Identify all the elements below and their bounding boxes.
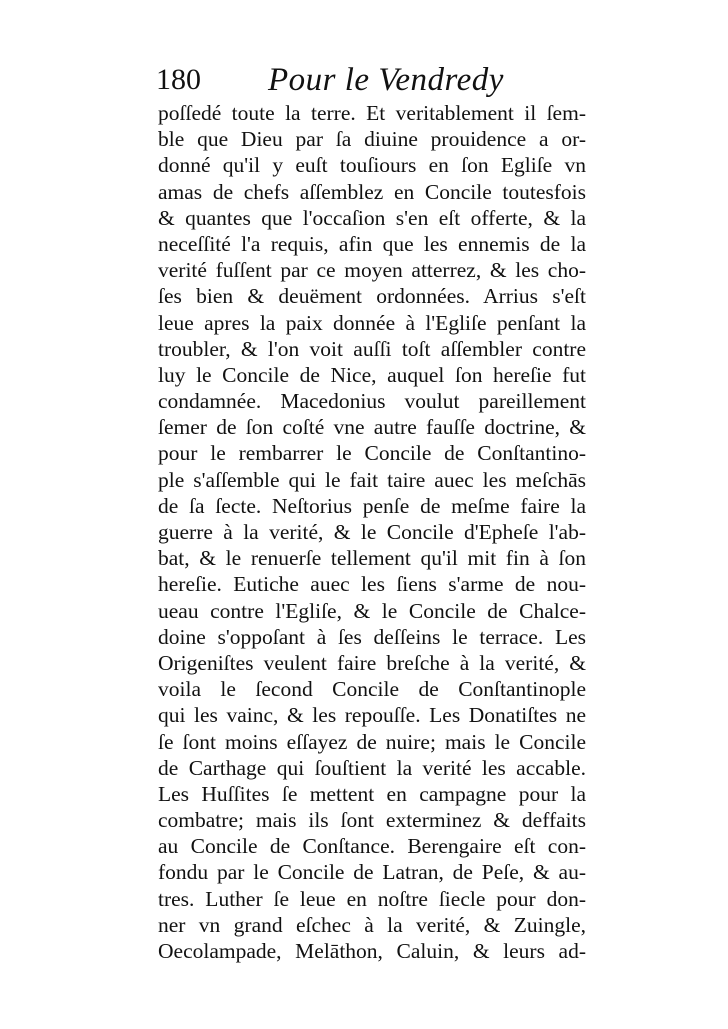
- running-title: Pour le Vendredy: [268, 62, 504, 98]
- text-line: au Concile de Conſtance. Berengaire eſt con-: [158, 834, 586, 859]
- text-line: & quantes que l'occaſion s'en eſt offerte, & la: [158, 205, 586, 230]
- text-line: condamnée. Macedonius voulut pareillement: [158, 389, 586, 414]
- text-line: leue apres la paix donnée à l'Egliſe penſant la: [158, 310, 586, 335]
- text-line: qui les vainc, & les repouſſe. Les Donatiſtes ne: [158, 703, 586, 728]
- text-line: pour le rembarrer le Concile de Conſtantino-: [158, 441, 586, 466]
- text-line: fondu par le Concile de Latran, de Peſe, & au-: [158, 860, 586, 885]
- text-line: doine s'oppoſant à ſes deſſeins le terrace. Les: [158, 624, 586, 649]
- text-line: de ſa ſecte. Neſtorius penſe de meſme faire la: [158, 493, 586, 518]
- text-line: poſſedé toute la terre. Et veritablement il ſem-: [158, 101, 586, 125]
- text-line: combatre; mais ils ſont exterminez & deffaits: [158, 808, 586, 833]
- text-line: ſe ſont moins eſſayez de nuire; mais le Concile: [158, 729, 586, 754]
- text-line: hereſie. Eutiche auec les ſiens s'arme de nou-: [158, 572, 586, 597]
- text-line: tres. Luther ſe leue en noſtre ſiecle pour don-: [158, 886, 586, 911]
- text-line: ſes bien & deuëment ordonnées. Arrius s'eſt: [158, 284, 586, 309]
- text-line: ple s'aſſemble qui le fait taire auec les meſchās: [158, 467, 586, 492]
- text-line: donné qu'il y euſt touſiours en ſon Egliſe vn: [158, 153, 586, 178]
- text-line: Oecolampade, Melāthon, Caluin, & leurs ad-: [158, 939, 586, 963]
- text-line: guerre à la verité, & le Concile d'Epheſe l'ab-: [158, 520, 586, 544]
- text-line: troubler, & l'on voit auſſi toſt aſſembler contre: [158, 336, 586, 361]
- text-line: luy le Concile de Nice, auquel ſon hereſie fut: [158, 362, 586, 387]
- text-line: ner vn grand eſchec à la verité, & Zuingle,: [158, 912, 586, 937]
- text-line: ble que Dieu par ſa diuine prouidence a or-: [158, 127, 586, 152]
- text-line: Origeniſtes veulent faire breſche à la verité, &: [158, 650, 586, 675]
- text-line: verité fuſſent par ce moyen atterrez, & les cho-: [158, 258, 586, 283]
- text-line: ueau contre l'Egliſe, & le Concile de Chalce-: [158, 598, 586, 623]
- page-number: 180: [156, 63, 201, 96]
- text-line: bat, & le renuerſe tellement qu'il mit fin à ſon: [158, 546, 586, 571]
- text-line: ſemer de ſon coſté vne autre fauſſe doctrine, &: [158, 415, 586, 440]
- text-line: amas de chefs aſſemblez en Concile toutesfois: [158, 179, 586, 204]
- text-line: voila le ſecond Concile de Conſtantinople: [158, 677, 586, 702]
- text-line: Les Huſſites ſe mettent en campagne pour la: [158, 781, 586, 806]
- page-header: [150, 62, 590, 102]
- body-text: [158, 100, 586, 964]
- text-line: de Carthage qui ſouſtient la verité les accable.: [158, 755, 586, 780]
- text-line: neceſſité l'a requis, afin que les ennemis de la: [158, 231, 586, 256]
